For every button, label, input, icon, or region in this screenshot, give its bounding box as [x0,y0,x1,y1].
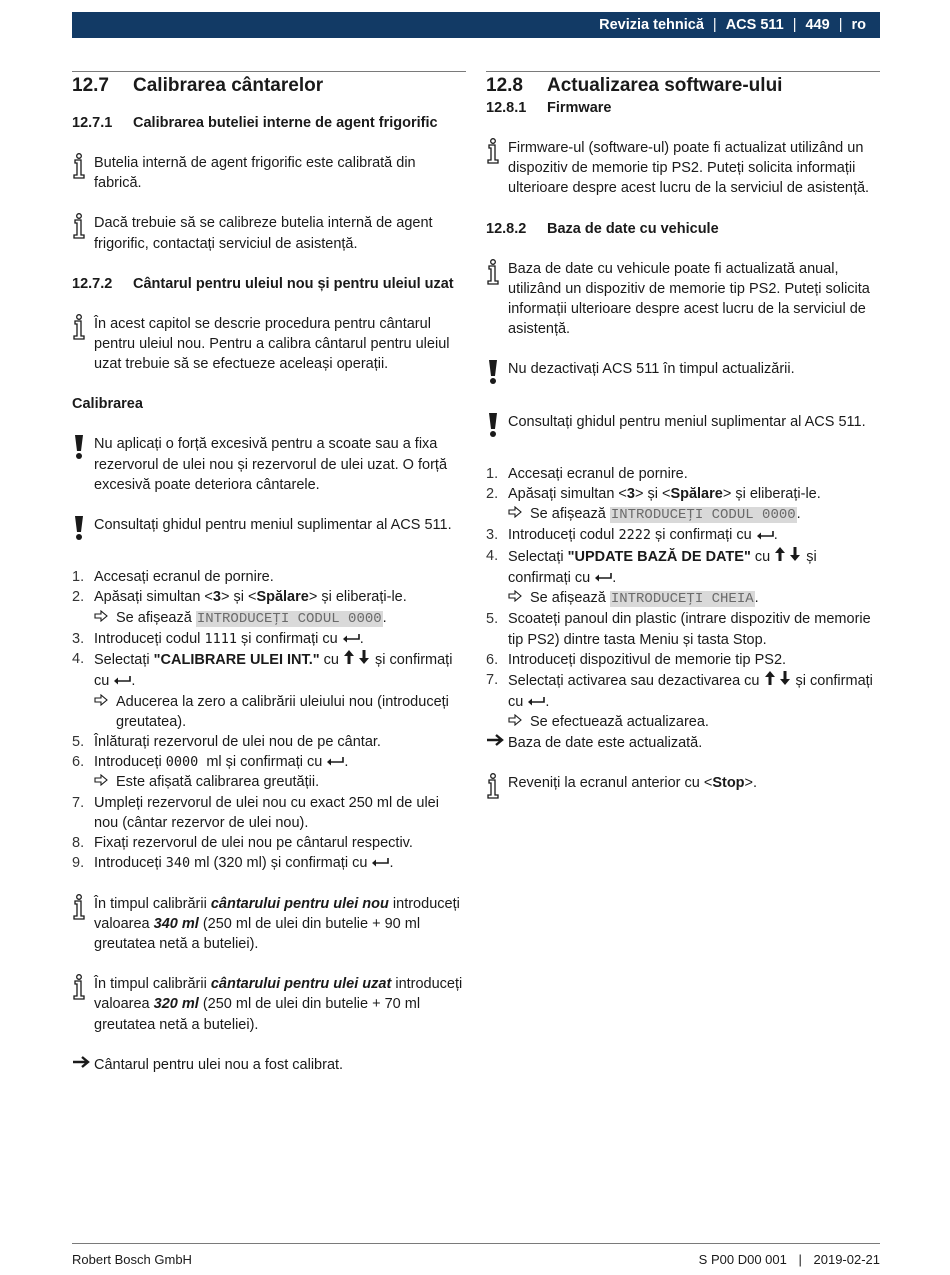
step-number: 6. [486,651,499,668]
step-fragment: și confirmați cu [650,527,756,544]
info-note [486,138,880,199]
sub-result-arrow-icon [94,608,116,629]
section-heading-12-7 [72,75,466,97]
sub-result-arrow-icon [508,712,530,732]
header-section: Revizia tehnică [599,17,704,33]
info-note [486,773,880,805]
step-result [486,712,880,732]
step-item [72,793,466,833]
subsection-number: 12.7.2 [72,275,113,292]
step-result [486,588,880,609]
step-result-text: Se efectuează actualizarea. [530,714,709,731]
display-text: INTRODUCEŢI CHEIA [610,591,754,608]
warning-note-text: Nu aplicați o forță excesivă pentru a scoate sau a fixa rezervorul de ulei nou și rezervorul de ulei uzat. O forță excesivă poate deteriora cântarele. [94,436,448,493]
warning-icon [72,515,94,547]
step-number: 5. [486,611,499,628]
step-number: 1. [72,569,85,586]
warning-note-text: Consultați ghidul pentru meniul suplimentar al ACS 511. [94,517,452,534]
note-emphasis: cântarului pentru ulei uzat [210,976,392,993]
footer-separator: | [798,1252,802,1267]
result-arrow-icon [72,1055,94,1075]
info-note-text: Butelia internă de agent frigorific este calibrată din fabrică. [94,155,416,192]
warning-icon [486,412,508,444]
step-fragment: Selectați [94,652,154,669]
step-item [72,587,466,607]
section-title: Actualizarea software-ului [547,75,783,96]
key-label: Spălare [256,589,309,606]
header-model: ACS 511 [725,17,784,33]
step-fragment: . [389,855,394,872]
step-item [486,464,880,484]
step-fragment: cu [319,652,344,669]
info-note-text: Firmware-ul (software-ul) poate fi actualizat utilizând un dispozitiv de memorie tip PS2. Puteți solicita informații ulterioare despre acest lucru de la serviciul de asistență. [508,140,870,197]
step-item [486,650,880,670]
result-arrow-icon [486,733,508,753]
step-fragment: . [344,754,349,771]
step-item [486,670,880,712]
code-value: 0000 [165,754,199,771]
info-note-text [508,773,880,805]
warning-note [486,412,880,444]
calibration-heading: Calibrarea [72,396,143,413]
enter-key-icon [371,853,389,873]
step-fragment: Apăsați simultan < [94,589,213,606]
display-text: INTRODUCEŢI CODUL 0000 [196,610,382,627]
info-note-text: Dacă trebuie să se calibreze butelia internă de agent frigorific, contactați serviciul de asistență. [94,215,433,252]
code-value: 2222 [618,527,651,544]
warning-icon [486,359,508,391]
info-note [72,213,466,253]
step-fragment: Introduceți codul [94,630,205,647]
footer-date: 2019-02-21 [813,1252,880,1267]
step-fragment: și confirmați cu [94,652,453,690]
step-fragment: Se afișează [530,590,610,607]
step-text: Fixați rezervorul de ulei nou pe cântarul respectiv. [94,835,413,852]
step-number: 7. [486,671,499,688]
up-down-arrows-icon [764,670,792,692]
step-number: 1. [486,465,499,482]
header-separator: | [792,17,797,33]
section-number: 12.8 [486,75,523,96]
header-language: ro [851,17,866,33]
step-fragment: Introduceți [94,855,166,872]
sub-result-arrow-icon [94,772,116,792]
key-label: Stop [712,774,745,791]
step-item [72,752,466,772]
warning-note-text: Consultați ghidul pentru meniul suplimentar al ACS 511. [508,413,866,430]
right-column [486,71,880,805]
left-column [72,71,466,1075]
step-text [94,649,466,691]
step-number: 5. [72,733,85,750]
step-text: Scoateți panoul din plastic (intrare dispozitiv de memorie tip PS2) dintre tasta Meniu și tasta Stop. [508,611,871,648]
enter-key-icon [594,568,612,588]
up-down-arrows-icon [774,546,802,568]
step-result-text: Este afișată calibrarea greutății. [116,774,320,791]
note-emphasis: 320 ml [153,996,199,1013]
step-text [94,629,466,649]
code-value: 1111 [204,630,237,647]
note-fragment: (250 ml de ulei din butelie + 90 ml greutatea netă a buteliei). [94,915,421,952]
info-icon [486,138,508,199]
step-text: Introduceți dispozitivul de memorie tip PS2. [508,651,787,668]
info-note-text: Baza de date cu vehicule poate fi actualizată anual, utilizând un dispozitiv de memorie tip PS2. Puteți solicita informații ulterioare despre acest lucru de la serviciul de asistență. [508,260,870,338]
subsection-title: Cântarul pentru uleiul nou și pentru uleiul uzat [133,275,454,292]
step-fragment: > și < [634,486,671,503]
step-item [72,833,466,853]
step-number: 6. [72,754,85,771]
info-note [486,259,880,340]
step-fragment: . [545,694,550,711]
step-fragment: Introduceți [94,754,166,771]
menu-item-label: "CALIBRARE ULEI INT." [153,652,320,669]
subsection-heading-12-7-2 [72,274,466,294]
info-note [72,314,466,375]
step-fragment: Se afișează [530,506,610,523]
header-separator: | [838,17,843,33]
enter-key-icon [113,671,131,691]
step-fragment: Selectați activarea sau dezactivarea cu [508,672,764,689]
info-note-text [94,894,466,955]
step-text [508,670,880,712]
step-text: Înlăturați rezervorul de ulei nou de pe cântar. [94,733,381,750]
step-fragment: și confirmați cu [508,672,873,711]
step-fragment: > și eliberați-le. [308,589,407,606]
step-text [508,525,880,545]
update-steps [486,464,880,733]
warning-note [486,359,880,391]
note-fragment: >. [744,774,758,791]
note-fragment: Reveniți la ecranul anterior cu < [508,774,713,791]
info-note-text: În acest capitol se descrie procedura pentru cântarul pentru uleiul nou. Pentru a calibra cântarul pentru uleiul uzat trebuie să se efectueze aceleași operații. [94,315,450,373]
info-note [72,894,466,955]
footer-rule [72,1243,880,1244]
menu-item-label: "UPDATE BAZĂ DE DATE" [567,548,751,565]
step-number: 9. [72,855,85,872]
step-fragment: . [773,527,778,544]
subsection-title: Calibrarea buteliei interne de agent frigorific [133,115,438,131]
step-text [94,587,466,607]
step-text: Umpleți rezervorul de ulei nou cu exact 250 ml de ulei nou (cântar rezervor de ulei nou). [94,794,439,831]
step-text [94,853,466,873]
info-icon [486,773,508,805]
step-fragment: . [359,630,364,647]
info-icon [72,213,94,253]
step-number: 3. [72,630,85,647]
step-text: Accesați ecranul de pornire. [94,569,274,586]
info-icon [72,974,94,1035]
step-result-text: Aducerea la zero a calibrării uleiului nou (introduceți greutatea). [116,693,449,730]
subsection-title: Firmware [547,100,612,116]
info-icon [72,894,94,955]
info-note-text [94,974,466,1035]
page-header [72,12,880,38]
enter-key-icon [342,629,360,649]
note-fragment: introduceți valoarea [94,895,460,932]
code-value: 340 [165,855,191,872]
step-item [486,609,880,649]
step-fragment: ml (320 ml) și confirmați cu [190,855,372,872]
sub-result-arrow-icon [94,692,116,732]
note-emphasis: 340 ml [153,915,199,932]
section-number: 12.7 [72,75,109,96]
info-icon [72,314,94,375]
enter-key-icon [756,526,774,546]
step-fragment: . [131,673,136,690]
step-result [72,692,466,732]
subsection-heading-12-8-2 [486,219,880,239]
step-item [72,567,466,587]
up-down-arrows-icon [343,649,371,671]
step-item [486,525,880,545]
footer-company: Robert Bosch GmbH [72,1252,192,1267]
note-emphasis: cântarului pentru ulei nou [210,895,389,912]
footer-document-number: S P00 D00 001 [698,1252,787,1267]
key-label: 3 [626,486,635,503]
step-fragment: Se afișează [116,609,196,626]
subsection-number: 12.8.2 [486,220,527,237]
info-note [72,153,466,193]
step-fragment: . [612,569,617,586]
subsection-heading-12-7-1 [72,113,466,133]
warning-note [72,515,466,547]
section-rule [72,71,466,72]
step-item [72,853,466,873]
step-item [72,629,466,649]
sub-result-arrow-icon [508,588,530,609]
step-fragment: și confirmați cu [236,630,342,647]
key-label: Spălare [670,486,723,503]
footer-info [699,1252,880,1267]
step-text [508,546,880,588]
step-fragment: > și eliberați-le. [722,486,821,503]
step-item [72,732,466,752]
result-text: Cântarul pentru ulei nou a fost calibrat. [94,1056,344,1073]
step-fragment: Introduceți codul [508,527,619,544]
step-fragment: și confirmați cu [508,548,817,586]
step-number: 7. [72,794,85,811]
info-note [72,974,466,1035]
subsection-number: 12.8.1 [486,100,527,116]
step-fragment: . [796,506,801,523]
final-result [486,733,880,753]
step-item [72,649,466,691]
calibration-steps [72,567,466,873]
section-rule [486,71,880,72]
final-result [72,1055,466,1075]
step-fragment: . [754,590,759,607]
key-label: 3 [212,589,221,606]
display-text: INTRODUCEŢI CODUL 0000 [610,507,796,524]
info-icon [486,259,508,340]
sub-result-arrow-icon [508,504,530,525]
section-heading-12-8 [486,75,880,97]
info-icon [72,153,94,193]
step-number: 3. [486,527,499,544]
note-fragment: (250 ml de ulei din butelie + 70 ml greutatea netă a buteliei). [94,996,421,1033]
header-page-number: 449 [805,17,830,33]
enter-key-icon [527,692,545,712]
enter-key-icon [326,752,344,772]
step-fragment: Selectați [508,548,568,565]
result-text: Baza de date este actualizată. [508,734,703,751]
step-number: 8. [72,835,85,852]
step-text [94,752,466,772]
step-fragment: cu [750,548,775,565]
step-text: Accesați ecranul de pornire. [508,465,688,482]
step-result [486,504,880,525]
warning-note-text: Nu dezactivați ACS 511 în timpul actualizării. [508,361,795,378]
step-number: 4. [486,547,499,564]
warning-icon [72,434,94,495]
step-number: 2. [72,589,85,606]
note-fragment: În timpul calibrării [94,895,211,912]
step-fragment: ml și confirmați cu [198,754,327,771]
step-fragment: > și < [220,589,257,606]
note-fragment: introduceți valoarea [94,976,463,1013]
warning-note [72,434,466,495]
subsection-title: Baza de date cu vehicule [547,220,719,237]
step-fragment: Apăsați simultan < [508,486,627,503]
section-title: Calibrarea cântarelor [133,75,324,96]
subsection-heading-12-8-1 [486,98,880,118]
step-text [508,484,880,504]
subsection-number: 12.7.1 [72,115,113,131]
step-fragment: . [382,609,387,626]
step-item [486,484,880,504]
note-fragment: În timpul calibrării [94,976,211,993]
step-result [72,608,466,629]
step-item [486,546,880,588]
step-number: 4. [72,651,85,668]
step-number: 2. [486,486,499,503]
header-separator: | [712,17,717,33]
step-result [72,772,466,792]
